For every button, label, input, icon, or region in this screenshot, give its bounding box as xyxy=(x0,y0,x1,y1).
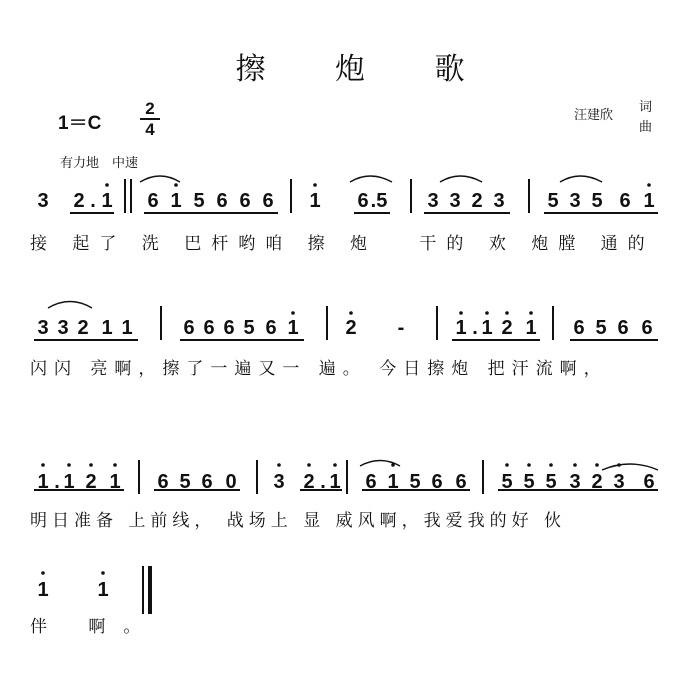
meter-top: 2 xyxy=(145,99,155,118)
lyrics-row-3: 明日准备 上前线， 战场上 显 威风啊，我爱我的好 伙 xyxy=(30,511,567,531)
lyrics-row-4: 伴 啊。 xyxy=(30,617,159,637)
credit-role-lyrics: 词 xyxy=(639,100,653,115)
key-signature: 1＝C xyxy=(58,113,102,134)
score-row-1: 3 2 . 1 6 1 5 6 6 6 1 6 .5 3 3 2 3 5 3 5 6 1 接 起了 洗 巴杆哟咱 擦 炮 干的 欢 炮膛 通的 xyxy=(0,175,700,285)
tempo-marking: 有力地 中速 xyxy=(60,156,139,171)
song-title: 擦 炮 歌 xyxy=(235,52,495,87)
lyrics-row-1: 接 起了 洗 巴杆哟咱 擦 炮 干的 欢 炮膛 通的 xyxy=(30,234,655,254)
meter-bottom: 4 xyxy=(145,120,155,139)
credit-role-music: 曲 xyxy=(639,120,653,135)
credit-author: 汪建欣 xyxy=(574,108,614,123)
score-row-4: 1 1 伴 啊。 xyxy=(0,562,700,672)
lyrics-row-2: 闪闪 亮啊，擦了一遍又一 遍。 今日擦炮 把汗流啊， xyxy=(30,359,608,379)
score-row-2: 3 3 2 1 1 6 6 6 5 6 1 2 - 1 . 1 2 1 6 5 6 6 闪闪 亮啊，擦了一遍又一 遍。 今日擦炮 把汗流啊， xyxy=(0,296,700,406)
score-row-3: 1 . 1 2 1 6 5 6 0 3 2 . 1 6 1 5 6 6 5 5 5 3 2 3 6 明日准备 上前线， 战场上 显 威风啊，我爱我的好 伙 xyxy=(0,454,700,564)
